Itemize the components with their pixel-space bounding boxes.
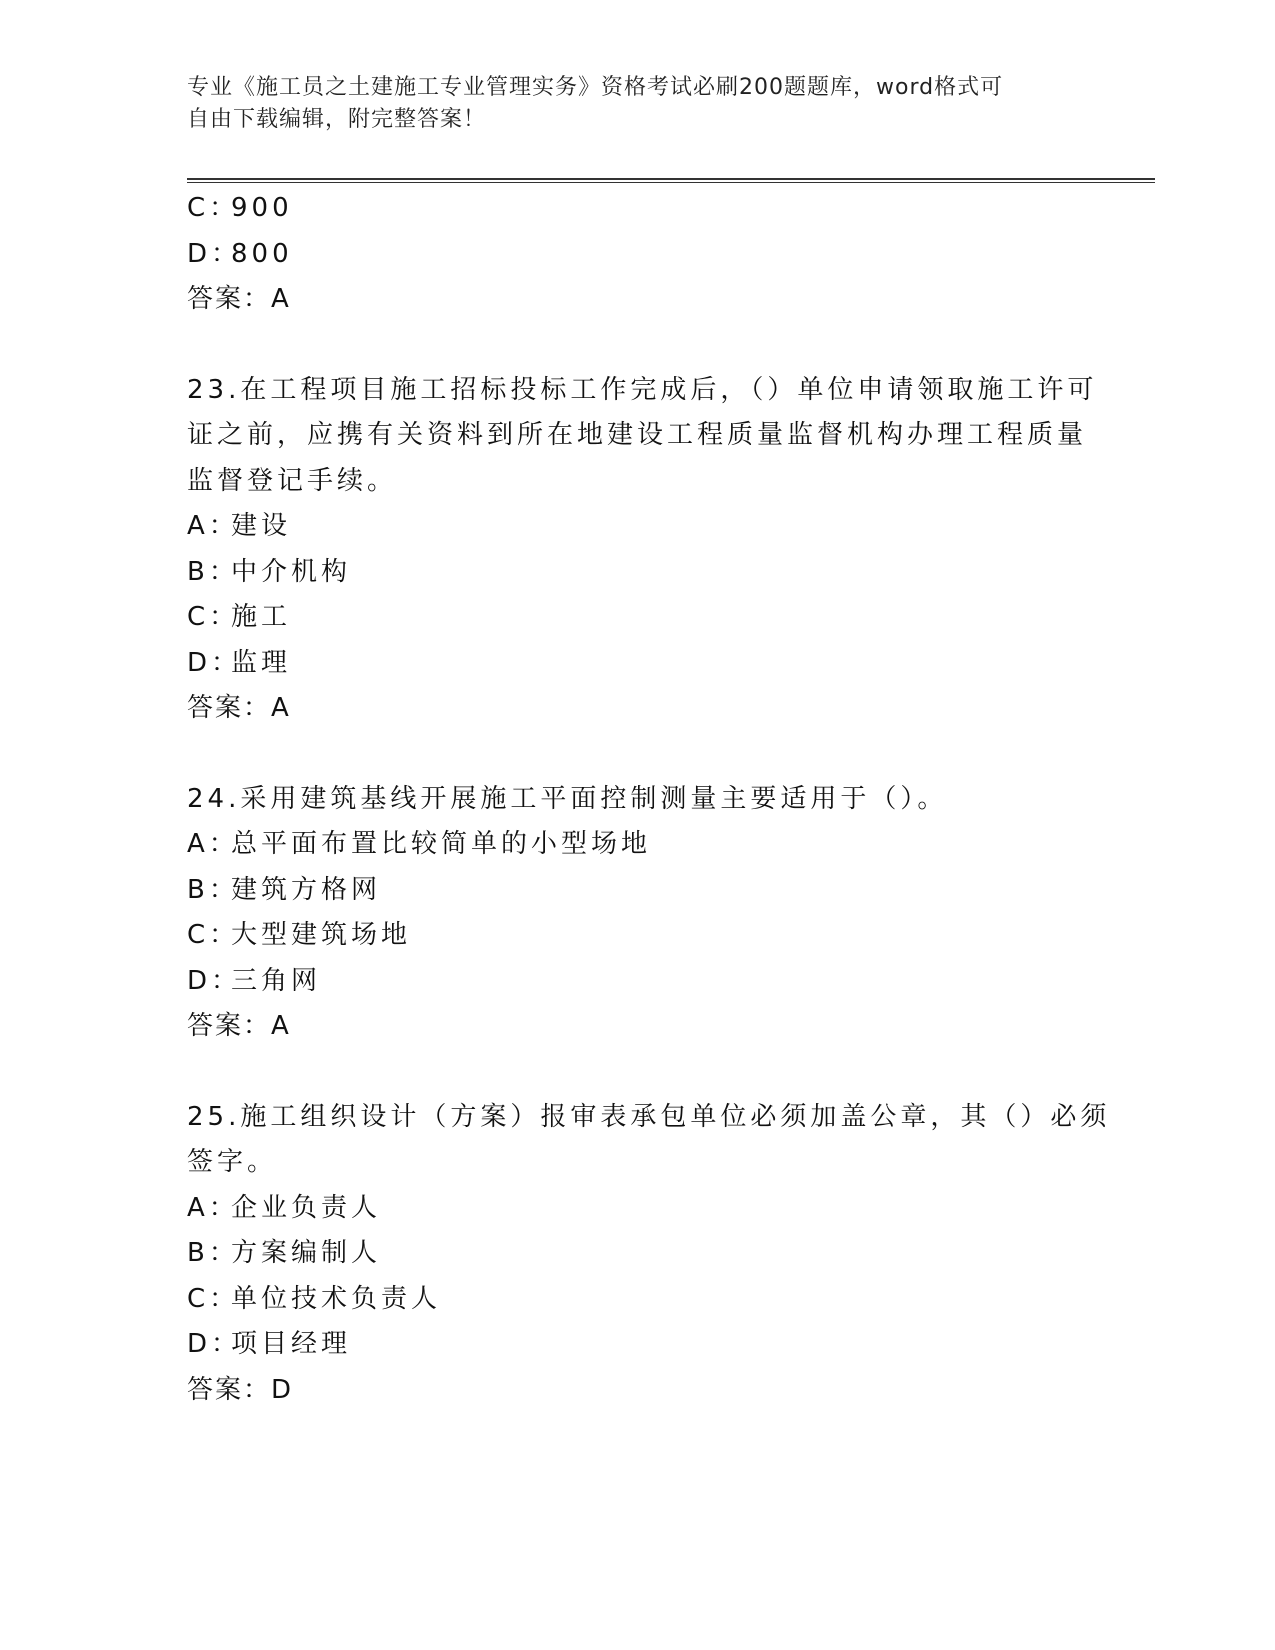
option-letter: C： — [187, 1283, 240, 1314]
option-text: 800 — [231, 238, 293, 269]
answer-label: 答案： — [187, 1011, 272, 1041]
option-letter: B： — [187, 556, 239, 587]
answer-value: D — [271, 1374, 296, 1405]
answer-line — [187, 1368, 1087, 1414]
option-text: 建设 — [231, 511, 292, 541]
answer-value: A — [271, 693, 293, 723]
carryover-block — [187, 186, 1087, 323]
option-a — [187, 1186, 1087, 1232]
option-letter: C： — [187, 602, 240, 632]
option-letter: C： — [187, 920, 240, 950]
question-23 — [187, 368, 1098, 732]
option-letter: D： — [187, 1329, 242, 1359]
option-c — [187, 913, 1087, 959]
option-text: 施工 — [231, 602, 292, 632]
question-25 — [187, 1095, 1111, 1414]
header-title-line-2: 自由下载编辑，附完整答案！ — [187, 107, 487, 132]
option-text: 项目经理 — [231, 1329, 352, 1359]
option-d — [187, 232, 1087, 278]
stem-line: 23.在工程项目施工招标投标工作完成后，（）单位申请领取施工许可 — [187, 374, 1098, 405]
answer-label: 答案： — [187, 284, 272, 314]
option-letter: B： — [187, 1238, 239, 1268]
option-text: 单位技术负责人 — [231, 1283, 442, 1314]
answer-line — [187, 1004, 1087, 1050]
option-letter: D： — [187, 647, 242, 678]
option-text: 中介机构 — [231, 556, 352, 587]
option-letter: D： — [187, 965, 242, 996]
stem-line: 证之前，应携有关资料到所在地建设工程质量监督机构办理工程质量 — [187, 420, 1088, 450]
question-stem — [187, 777, 1087, 823]
option-letter: A： — [187, 829, 239, 859]
answer-line — [187, 686, 1087, 732]
header-title-line-1: 专业《施工员之土建施工专业管理实务》资格考试必刷200题题库，word格式可 — [187, 75, 1004, 100]
option-text: 三角网 — [231, 965, 322, 996]
option-c — [187, 1277, 1087, 1323]
option-text: 建筑方格网 — [231, 874, 382, 905]
option-d — [187, 959, 1087, 1005]
answer-value: A — [271, 1011, 293, 1041]
spacer — [187, 323, 1087, 368]
option-text: 企业负责人 — [231, 1192, 382, 1223]
option-letter: A： — [187, 511, 239, 541]
stem-line: 25.施工组织设计（方案）报审表承包单位必须加盖公章，其（）必须 — [187, 1101, 1111, 1132]
header-divider — [187, 178, 1155, 183]
option-d — [187, 1322, 1087, 1368]
spacer — [187, 732, 1087, 777]
spacer — [187, 1050, 1087, 1095]
question-content — [187, 186, 1111, 1413]
question-stem — [187, 1095, 1111, 1186]
question-24 — [187, 777, 1087, 1050]
page-header — [187, 72, 1067, 136]
option-b — [187, 550, 1087, 596]
answer-line — [187, 277, 1087, 323]
option-text: 方案编制人 — [231, 1238, 382, 1268]
answer-value: A — [271, 284, 293, 314]
option-text: 总平面布置比较简单的小型场地 — [231, 829, 652, 859]
option-a — [187, 822, 1087, 868]
option-b — [187, 1231, 1087, 1277]
option-c — [187, 595, 1087, 641]
option-text: 监理 — [231, 647, 292, 678]
option-letter: C： — [187, 193, 240, 223]
option-text: 900 — [231, 193, 293, 223]
option-a — [187, 504, 1087, 550]
option-letter: A： — [187, 1192, 239, 1223]
stem-line: 24.采用建筑基线开展施工平面控制测量主要适用于（）。 — [187, 783, 948, 814]
option-d — [187, 641, 1087, 687]
option-b — [187, 868, 1087, 914]
option-letter: B： — [187, 874, 239, 905]
option-letter: D： — [187, 238, 242, 269]
stem-line: 签字。 — [187, 1147, 278, 1177]
answer-label: 答案： — [187, 1374, 272, 1405]
answer-label: 答案： — [187, 693, 272, 723]
stem-line: 监督登记手续。 — [187, 465, 398, 496]
question-stem — [187, 368, 1098, 505]
option-c — [187, 186, 1087, 232]
option-text: 大型建筑场地 — [231, 920, 412, 950]
